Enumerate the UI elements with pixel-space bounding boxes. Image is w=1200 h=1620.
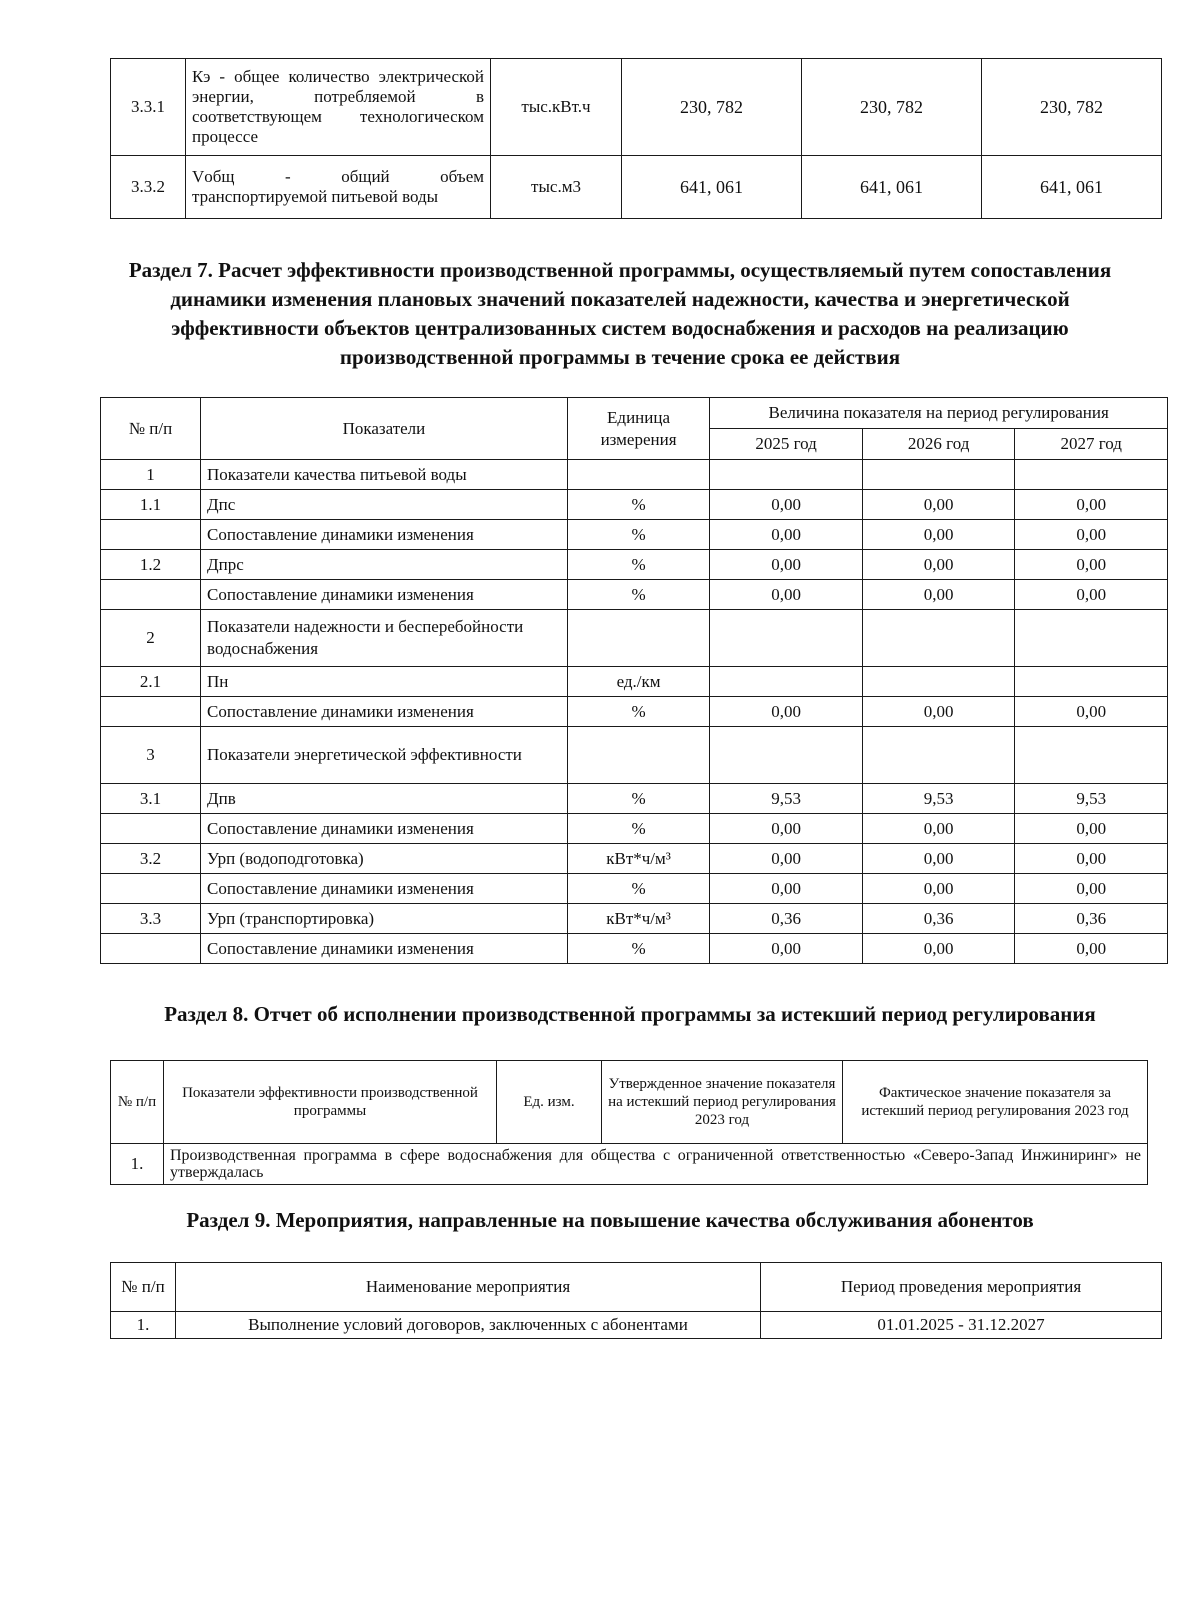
event-period: 01.01.2025 - 31.12.2027 xyxy=(761,1312,1162,1339)
value-2027: 9,53 xyxy=(1015,784,1168,814)
row-number xyxy=(101,580,201,610)
value-2027: 0,00 xyxy=(1015,814,1168,844)
value-2026: 0,36 xyxy=(862,904,1015,934)
header-event-name: Наименование мероприятия xyxy=(176,1263,761,1312)
value-2025: 0,36 xyxy=(710,904,863,934)
row-number: 3.3 xyxy=(101,904,201,934)
indicator-name: Сопоставление динамики изменения xyxy=(201,520,568,550)
header-indicators: Показатели эффективности производственной программы xyxy=(164,1061,497,1144)
indicator-name: Сопоставление динамики изменения xyxy=(201,874,568,904)
table-row xyxy=(101,934,1168,964)
table-row xyxy=(111,156,1162,219)
value-2025: 0,00 xyxy=(710,844,863,874)
header-num: № п/п xyxy=(101,398,201,460)
value-2025: 0,00 xyxy=(710,490,863,520)
event-name: Выполнение условий договоров, заключенных с абонентами xyxy=(176,1312,761,1339)
header-actual: Фактическое значение показателя за истекший период регулирования 2023 год xyxy=(843,1061,1148,1144)
value-2027 xyxy=(1015,727,1168,784)
value-2027: 0,00 xyxy=(1015,844,1168,874)
indicator-name: Дпв xyxy=(201,784,568,814)
value-2025 xyxy=(710,667,863,697)
value-2026: 0,00 xyxy=(862,934,1015,964)
value-2027: 0,00 xyxy=(1015,490,1168,520)
row-number: 1. xyxy=(111,1312,176,1339)
value-2027: 0,00 xyxy=(1015,874,1168,904)
unit-cell: кВт*ч/м³ xyxy=(567,844,709,874)
indicator-name: Дпрс xyxy=(201,550,568,580)
value-2026: 0,00 xyxy=(862,520,1015,550)
value-2026: 0,00 xyxy=(862,550,1015,580)
table-header-row xyxy=(111,1061,1148,1144)
value-2026 xyxy=(862,667,1015,697)
value-2025: 0,00 xyxy=(710,874,863,904)
row-number xyxy=(101,520,201,550)
header-period: Величина показателя на период регулирования xyxy=(710,398,1168,429)
indicator-name: Показатели надежности и бесперебойности водоснабжения xyxy=(201,610,568,667)
indicator-name: Урп (транспортировка) xyxy=(201,904,568,934)
unit-cell: % xyxy=(567,814,709,844)
unit-cell: тыс.м3 xyxy=(491,156,622,219)
header-indicators: Показатели xyxy=(201,398,568,460)
value-cell: 641, 061 xyxy=(982,156,1162,219)
row-number: 1.2 xyxy=(101,550,201,580)
section-7-table xyxy=(100,397,1168,964)
unit-cell: % xyxy=(567,784,709,814)
indicator-name: Сопоставление динамики изменения xyxy=(201,580,568,610)
header-num: № п/п xyxy=(111,1061,164,1144)
row-number: 2 xyxy=(101,610,201,667)
value-2026: 0,00 xyxy=(862,580,1015,610)
unit-cell: % xyxy=(567,697,709,727)
table-row xyxy=(101,874,1168,904)
table-header-row xyxy=(101,398,1168,429)
value-cell: 230, 782 xyxy=(802,59,982,156)
header-unit: Единица измерения xyxy=(567,398,709,460)
value-2026 xyxy=(862,610,1015,667)
header-unit: Ед. изм. xyxy=(497,1061,602,1144)
table-row xyxy=(101,904,1168,934)
unit-cell: % xyxy=(567,520,709,550)
table-row xyxy=(111,1312,1162,1339)
value-cell: 641, 061 xyxy=(802,156,982,219)
value-2025 xyxy=(710,610,863,667)
row-number: 3.1 xyxy=(101,784,201,814)
value-2027: 0,36 xyxy=(1015,904,1168,934)
row-number xyxy=(101,697,201,727)
section-8-title: Раздел 8. Отчет об исполнении производственной программы за истекший период регулирования xyxy=(164,1002,1096,1026)
report-note: Производственная программа в сфере водоснабжения для общества с ограниченной ответственностью «Северо-Запад Инжиниринг» не утверждалась xyxy=(164,1144,1148,1185)
value-2025 xyxy=(710,460,863,490)
row-number: 3.3.1 xyxy=(111,59,186,156)
value-cell: 230, 782 xyxy=(982,59,1162,156)
value-2025: 0,00 xyxy=(710,520,863,550)
value-2026: 0,00 xyxy=(862,814,1015,844)
section-9-table xyxy=(110,1262,1162,1339)
unit-cell: тыс.кВт.ч xyxy=(491,59,622,156)
indicator-name: Дпс xyxy=(201,490,568,520)
row-number: 1.1 xyxy=(101,490,201,520)
indicator-name: Сопоставление динамики изменения xyxy=(201,814,568,844)
value-cell: 230, 782 xyxy=(622,59,802,156)
unit-cell: % xyxy=(567,934,709,964)
unit-cell: кВт*ч/м³ xyxy=(567,904,709,934)
table-row xyxy=(101,844,1168,874)
value-2025: 0,00 xyxy=(710,697,863,727)
value-cell: 641, 061 xyxy=(622,156,802,219)
indicator-name: Урп (водоподготовка) xyxy=(201,844,568,874)
value-2027: 0,00 xyxy=(1015,697,1168,727)
header-approved: Утвержденное значение показателя на истекший период регулирования 2023 год xyxy=(602,1061,843,1144)
section-7-title: Раздел 7. Расчет эффективности производственной программы, осуществляемый путем сопоставления динамики изменения плановых значений показателей надежности, качества и энергетической эффективности объектов централизованных систем водоснабжения и расходов на реализацию производственной программы в течение срока ее действия xyxy=(128,258,1112,369)
table-row xyxy=(101,520,1168,550)
indicator-name: Показатели энергетической эффективности xyxy=(201,727,568,784)
table-row xyxy=(111,1144,1148,1185)
value-2027: 0,00 xyxy=(1015,520,1168,550)
table-row xyxy=(101,784,1168,814)
value-2026: 0,00 xyxy=(862,697,1015,727)
indicator-description: Кэ - общее количество электрической энергии, потребляемой в соответствующем технологическом процессе xyxy=(186,59,491,156)
table-row xyxy=(101,460,1168,490)
table-row xyxy=(101,550,1168,580)
unit-cell: % xyxy=(567,490,709,520)
row-number: 3.2 xyxy=(101,844,201,874)
value-2025: 0,00 xyxy=(710,580,863,610)
value-2025 xyxy=(710,727,863,784)
indicator-description: Vобщ - общий объем транспортируемой питьевой воды xyxy=(186,156,491,219)
row-number xyxy=(101,874,201,904)
row-number xyxy=(101,934,201,964)
header-year-2025: 2025 год xyxy=(710,429,863,460)
table-row xyxy=(101,727,1168,784)
table-row xyxy=(101,697,1168,727)
unit-cell xyxy=(567,727,709,784)
value-2026: 0,00 xyxy=(862,844,1015,874)
indicator-name: Сопоставление динамики изменения xyxy=(201,697,568,727)
value-2027: 0,00 xyxy=(1015,580,1168,610)
row-number: 2.1 xyxy=(101,667,201,697)
table-row xyxy=(101,667,1168,697)
unit-cell xyxy=(567,460,709,490)
row-number: 3 xyxy=(101,727,201,784)
table-row xyxy=(101,610,1168,667)
row-number: 3.3.2 xyxy=(111,156,186,219)
value-2026: 0,00 xyxy=(862,874,1015,904)
value-2026: 0,00 xyxy=(862,490,1015,520)
unit-cell xyxy=(567,610,709,667)
continuation-table xyxy=(110,58,1162,219)
value-2027 xyxy=(1015,460,1168,490)
row-number: 1 xyxy=(101,460,201,490)
header-event-period: Период проведения мероприятия xyxy=(761,1263,1162,1312)
unit-cell: % xyxy=(567,550,709,580)
value-2025: 0,00 xyxy=(710,934,863,964)
header-num: № п/п xyxy=(111,1263,176,1312)
row-number xyxy=(101,814,201,844)
table-row xyxy=(101,580,1168,610)
unit-cell: % xyxy=(567,580,709,610)
header-year-2027: 2027 год xyxy=(1015,429,1168,460)
value-2027: 0,00 xyxy=(1015,934,1168,964)
value-2027 xyxy=(1015,610,1168,667)
header-year-2026: 2026 год xyxy=(862,429,1015,460)
value-2026 xyxy=(862,460,1015,490)
unit-cell: % xyxy=(567,874,709,904)
table-row xyxy=(101,814,1168,844)
section-9-title: Раздел 9. Мероприятия, направленные на повышение качества обслуживания абонентов xyxy=(186,1208,1034,1232)
value-2027 xyxy=(1015,667,1168,697)
table-header-row xyxy=(111,1263,1162,1312)
row-number: 1. xyxy=(111,1144,164,1185)
value-2025: 0,00 xyxy=(710,550,863,580)
indicator-name: Показатели качества питьевой воды xyxy=(201,460,568,490)
value-2025: 9,53 xyxy=(710,784,863,814)
indicator-name: Пн xyxy=(201,667,568,697)
indicator-name: Сопоставление динамики изменения xyxy=(201,934,568,964)
value-2026: 9,53 xyxy=(862,784,1015,814)
value-2027: 0,00 xyxy=(1015,550,1168,580)
table-row xyxy=(101,490,1168,520)
value-2025: 0,00 xyxy=(710,814,863,844)
section-8-table xyxy=(110,1060,1148,1185)
table-row xyxy=(111,59,1162,156)
value-2026 xyxy=(862,727,1015,784)
unit-cell: ед./км xyxy=(567,667,709,697)
